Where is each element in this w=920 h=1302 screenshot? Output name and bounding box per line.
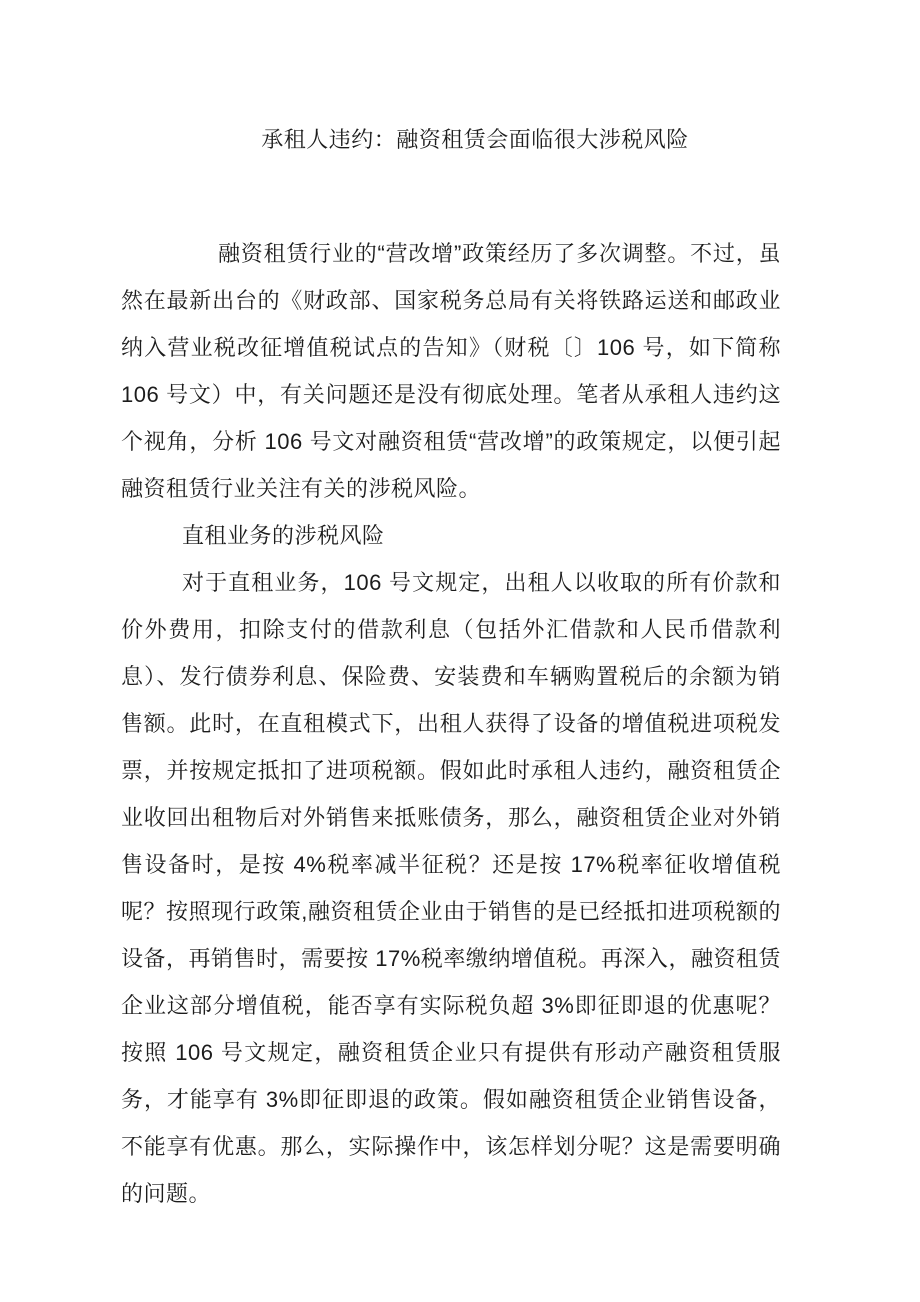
paragraph-intro: 融资租赁行业的“营改增”政策经历了多次调整。不过，虽然在最新出台的《财政部、国家税务总局有关将铁路运送和邮政业纳入营业税改征增值税试点的告知》（财税〔〕106 号，如下简称 106 号文）中，有关问题还是没有彻底处理。笔者从承租人违约这个视角，分析 106 号文对融资租赁“营改增”的政策规定，以便引起融资租赁行业关注有关的涉税风险。 bbox=[121, 241, 781, 501]
document-title: 承租人违约：融资租赁会面临很大涉税风险 bbox=[261, 127, 689, 152]
document-body bbox=[121, 230, 781, 1217]
document-text-column bbox=[121, 0, 781, 1217]
section-heading-direct-lease-risk: 直租业务的涉税风险 bbox=[182, 523, 385, 548]
paragraph-direct-lease-detail: 对于直租业务，106 号文规定，出租人以收取的所有价款和价外费用，扣除支付的借款利息（包括外汇借款和人民币借款利息）、发行债券利息、保险费、安装费和车辆购置税后的余额为销售额。此时，在直租模式下，出租人获得了设备的增值税进项税发票，并按规定抵扣了进项税额。假如此时承租人违约，融资租赁企业收回出租物后对外销售来抵账债务，那么，融资租赁企业对外销售设备时，是按 4%税率减半征税？还是按 17%税率征收增值税呢？按照现行政策,融资租赁企业由于销售的是已经抵扣进项税额的设备，再销售时，需要按 17%税率缴纳增值税。再深入，融资租赁企业这部分增值税，能否享有实际税负超 3%即征即退的优惠呢？按照 106 号文规定，融资租赁企业只有提供有形动产融资租赁服务，才能享有 3%即征即退的政策。假如融资租赁企业销售设备，不能享有优惠。那么，实际操作中，该怎样划分呢？这是需要明确的问题。 bbox=[121, 570, 781, 1206]
